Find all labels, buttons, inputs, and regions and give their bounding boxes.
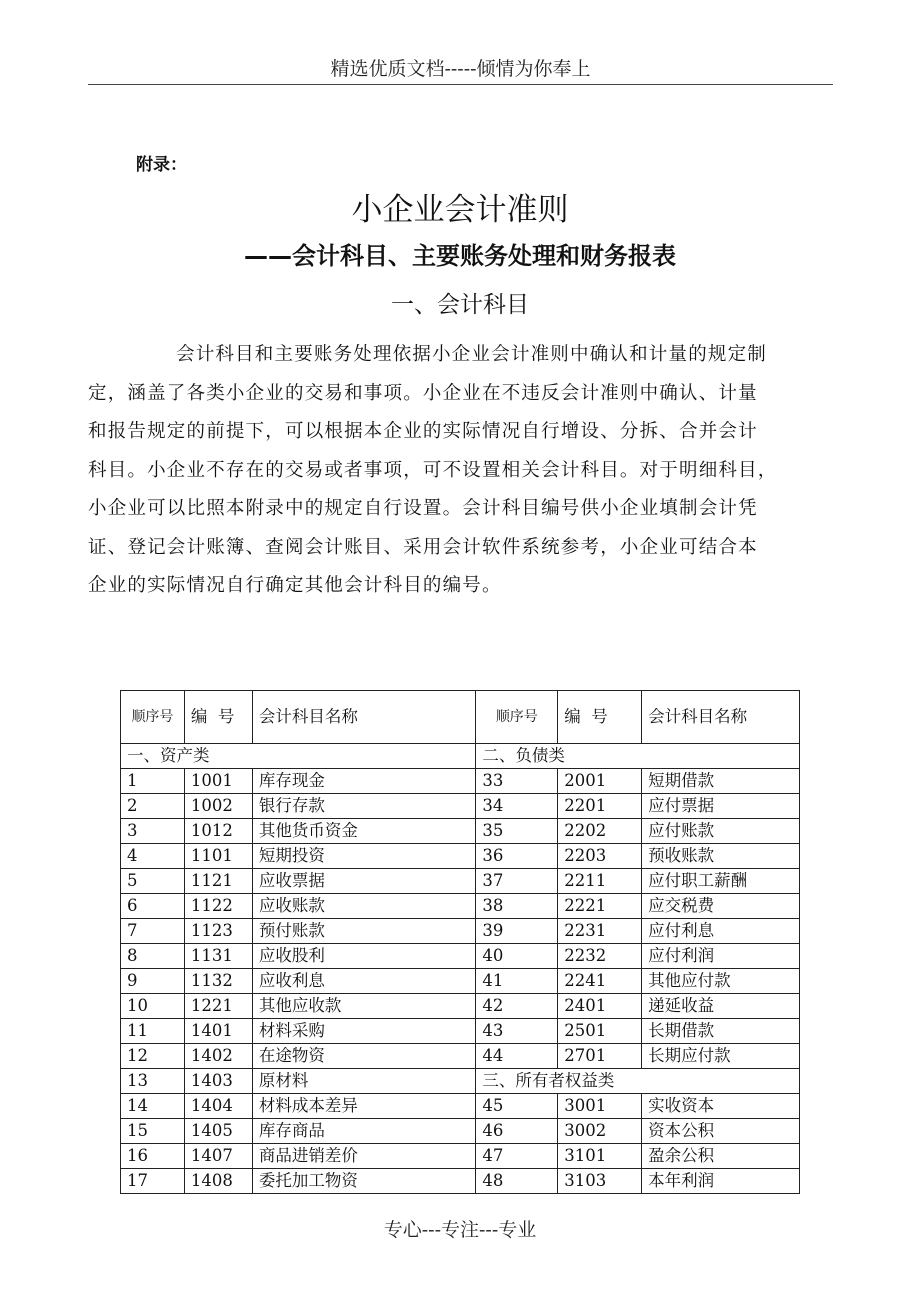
table-row: [121, 844, 800, 869]
seq-cell: 39: [476, 919, 558, 944]
code-cell: 1408: [184, 1169, 252, 1194]
seq-cell: 15: [121, 1119, 185, 1144]
code-cell: 1404: [184, 1094, 252, 1119]
seq-cell: 8: [121, 944, 185, 969]
paragraph-line: 企业的实际情况自行确定其他会计科目的编号。: [88, 575, 502, 596]
table-row: [121, 1169, 800, 1194]
seq-cell: 16: [121, 1144, 185, 1169]
code-cell: 2211: [558, 869, 642, 894]
account-name-cell: 应收账款: [252, 894, 476, 919]
document-title: 小企业会计准则: [351, 192, 569, 228]
paragraph-line: 证、登记会计账簿、查阅会计账目、采用会计软件系统参考，小企业可结合本: [88, 536, 758, 558]
code-cell: 2203: [558, 844, 642, 869]
account-name-cell: 材料成本差异: [252, 1094, 476, 1119]
seq-cell: 14: [121, 1094, 185, 1119]
account-name-cell: 在途物资: [252, 1044, 476, 1069]
code-cell: 3103: [558, 1169, 642, 1194]
account-name-cell: 应付利息: [642, 919, 800, 944]
account-name-cell: 长期应付款: [642, 1044, 800, 1069]
table-row: [121, 869, 800, 894]
code-cell: 3101: [558, 1144, 642, 1169]
category-equity: 三、所有者权益类: [476, 1069, 800, 1094]
account-name-cell: 应付职工薪酬: [642, 869, 800, 894]
paragraph-line: 会计科目和主要账务处理依据小企业会计准则中确认和计量的规定制: [176, 344, 768, 365]
account-name-cell: 预收账款: [642, 844, 800, 869]
seq-cell: 34: [476, 794, 558, 819]
account-name-cell: 库存商品: [252, 1119, 476, 1144]
account-name-cell: 实收资本: [642, 1094, 800, 1119]
code-cell: 1002: [184, 794, 252, 819]
code-cell: 2201: [558, 794, 642, 819]
header-seq-right: 顺序号: [476, 691, 558, 744]
header-code-left: 编 号: [184, 691, 252, 744]
seq-cell: 17: [121, 1169, 185, 1194]
code-cell: 1001: [184, 769, 252, 794]
seq-cell: 5: [121, 869, 185, 894]
code-cell: 2231: [558, 919, 642, 944]
table-header-row: [121, 691, 800, 744]
category-assets: 一、资产类: [121, 744, 476, 769]
seq-cell: 48: [476, 1169, 558, 1194]
account-name-cell: 短期投资: [252, 844, 476, 869]
paragraph-line: 科目。小企业不存在的交易或者事项，可不设置相关会计科目。对于明细科目，: [88, 459, 778, 481]
seq-cell: 42: [476, 994, 558, 1019]
table-row: [121, 769, 800, 794]
code-cell: 2232: [558, 944, 642, 969]
code-cell: 2202: [558, 819, 642, 844]
code-cell: 1405: [184, 1119, 252, 1144]
account-name-cell: 资本公积: [642, 1119, 800, 1144]
paragraph-line: 小企业可以比照本附录中的规定自行设置。会计科目编号供小企业填制会计凭: [88, 498, 758, 519]
code-cell: 1121: [184, 869, 252, 894]
seq-cell: 2: [121, 794, 185, 819]
code-cell: 2701: [558, 1044, 642, 1069]
table-row: [121, 1119, 800, 1144]
account-name-cell: 盈余公积: [642, 1144, 800, 1169]
account-name-cell: 应付利润: [642, 944, 800, 969]
header-seq-left: 顺序号: [121, 691, 185, 744]
account-name-cell: 其他应收款: [252, 994, 476, 1019]
section-heading: 一、会计科目: [391, 292, 529, 318]
seq-cell: 41: [476, 969, 558, 994]
seq-cell: 44: [476, 1044, 558, 1069]
category-liabilities: 二、负债类: [476, 744, 800, 769]
seq-cell: 36: [476, 844, 558, 869]
code-cell: 2401: [558, 994, 642, 1019]
table-row: [121, 919, 800, 944]
seq-cell: 33: [476, 769, 558, 794]
category-row: [121, 744, 800, 769]
code-cell: 1403: [184, 1069, 252, 1094]
code-cell: 1401: [184, 1019, 252, 1044]
table-row: [121, 969, 800, 994]
code-cell: 1122: [184, 894, 252, 919]
seq-cell: 10: [121, 994, 185, 1019]
account-name-cell: 递延收益: [642, 994, 800, 1019]
code-cell: 2001: [558, 769, 642, 794]
table-row: [121, 944, 800, 969]
account-name-cell: 商品进销差价: [252, 1144, 476, 1169]
code-cell: 1407: [184, 1144, 252, 1169]
seq-cell: 38: [476, 894, 558, 919]
header-code-right: 编 号: [558, 691, 642, 744]
account-name-cell: 长期借款: [642, 1019, 800, 1044]
seq-cell: 46: [476, 1119, 558, 1144]
code-cell: 1101: [184, 844, 252, 869]
seq-cell: 4: [121, 844, 185, 869]
account-name-cell: 预付账款: [252, 919, 476, 944]
seq-cell: 3: [121, 819, 185, 844]
table-row: [121, 894, 800, 919]
account-name-cell: 委托加工物资: [252, 1169, 476, 1194]
code-cell: 1132: [184, 969, 252, 994]
appendix-label: 附录：: [136, 155, 187, 175]
code-cell: 1012: [184, 819, 252, 844]
account-name-cell: 短期借款: [642, 769, 800, 794]
account-name-cell: 应付票据: [642, 794, 800, 819]
code-cell: 3002: [558, 1119, 642, 1144]
code-cell: 2221: [558, 894, 642, 919]
code-cell: 1123: [184, 919, 252, 944]
table-row: [121, 1019, 800, 1044]
table-row: [121, 794, 800, 819]
account-name-cell: 应收股利: [252, 944, 476, 969]
code-cell: 3001: [558, 1094, 642, 1119]
seq-cell: 43: [476, 1019, 558, 1044]
code-cell: 1131: [184, 944, 252, 969]
seq-cell: 1: [121, 769, 185, 794]
table-row: [121, 994, 800, 1019]
table-row: [121, 1044, 800, 1069]
seq-cell: 35: [476, 819, 558, 844]
header-name-right: 会计科目名称: [642, 691, 800, 744]
seq-cell: 11: [121, 1019, 185, 1044]
seq-cell: 45: [476, 1094, 558, 1119]
code-cell: 2241: [558, 969, 642, 994]
account-name-cell: 原材料: [252, 1069, 476, 1094]
table-row: [121, 819, 800, 844]
code-cell: 1402: [184, 1044, 252, 1069]
paragraph-line: 定，涵盖了各类小企业的交易和事项。小企业在不违反会计准则中确认、计量: [88, 382, 758, 404]
seq-cell: 7: [121, 919, 185, 944]
table-row: [121, 1144, 800, 1169]
seq-cell: 12: [121, 1044, 185, 1069]
code-cell: 1221: [184, 994, 252, 1019]
header-rule: [88, 84, 833, 85]
accounts-table: [120, 690, 800, 1194]
seq-cell: 37: [476, 869, 558, 894]
account-name-cell: 本年利润: [642, 1169, 800, 1194]
table-row: [121, 1069, 800, 1094]
seq-cell: 6: [121, 894, 185, 919]
seq-cell: 13: [121, 1069, 185, 1094]
page-footer: 专心---专注---专业: [383, 1219, 537, 1241]
seq-cell: 40: [476, 944, 558, 969]
account-name-cell: 材料采购: [252, 1019, 476, 1044]
header-name-left: 会计科目名称: [252, 691, 476, 744]
seq-cell: 47: [476, 1144, 558, 1169]
seq-cell: 9: [121, 969, 185, 994]
table-row: [121, 1094, 800, 1119]
account-name-cell: 库存现金: [252, 769, 476, 794]
account-name-cell: 应交税费: [642, 894, 800, 919]
account-name-cell: 其他货币资金: [252, 819, 476, 844]
intro-paragraph: [88, 336, 833, 606]
account-name-cell: 应收票据: [252, 869, 476, 894]
document-subtitle: ——会计科目、主要账务处理和财务报表: [244, 242, 676, 270]
account-name-cell: 应收利息: [252, 969, 476, 994]
account-name-cell: 其他应付款: [642, 969, 800, 994]
code-cell: 2501: [558, 1019, 642, 1044]
account-name-cell: 应付账款: [642, 819, 800, 844]
account-name-cell: 银行存款: [252, 794, 476, 819]
paragraph-line: 和报告规定的前提下，可以根据本企业的实际情况自行增设、分拆、合并会计: [88, 421, 758, 442]
page-header: 精选优质文档-----倾情为你奉上: [330, 58, 591, 80]
